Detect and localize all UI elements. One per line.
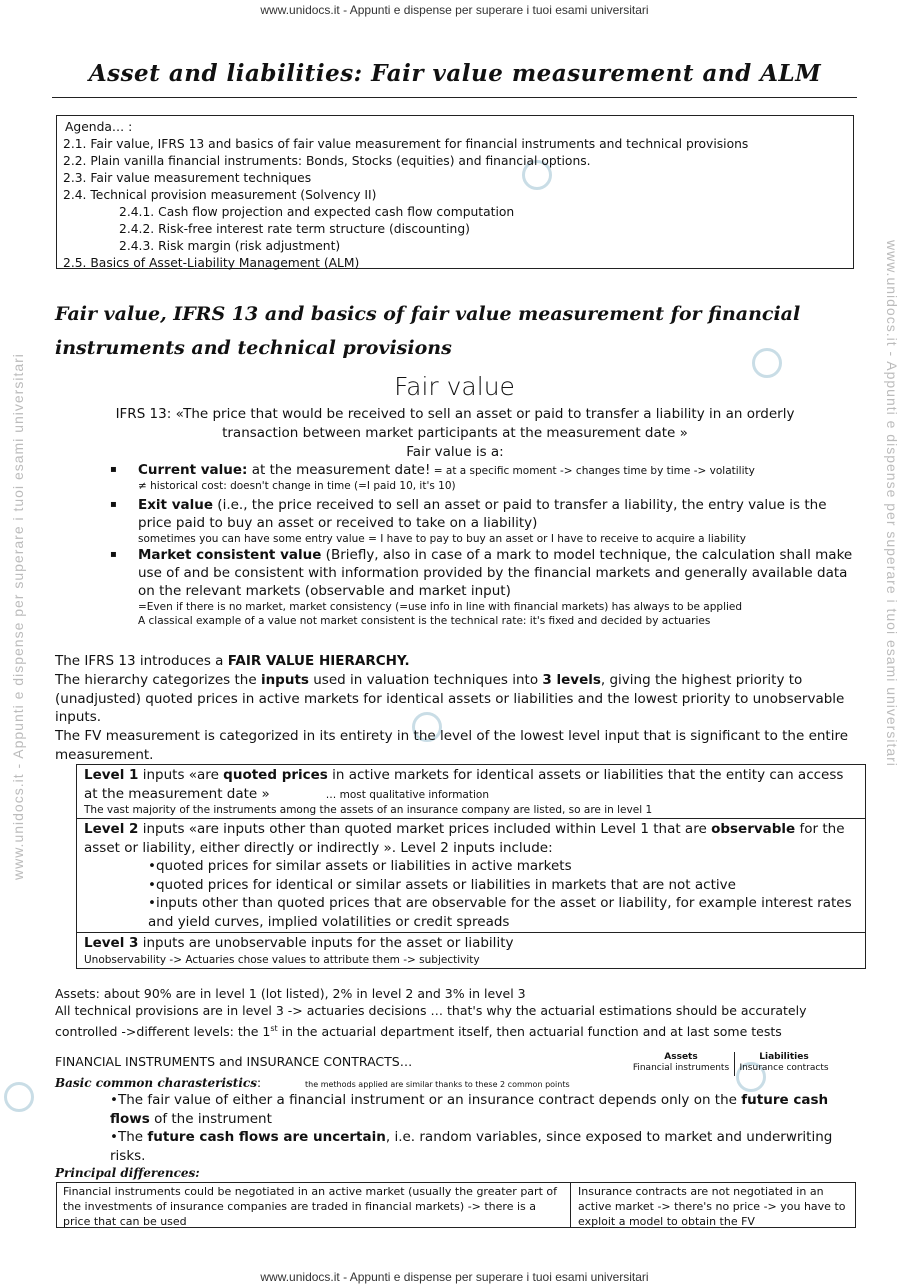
text: : (256, 1076, 262, 1090)
bullet-note: = at a specific moment -> changes time by time -> volatility (430, 465, 755, 477)
liabilities-head: Liabilities (759, 1052, 809, 1062)
bullet-text: at the measurement date! (247, 462, 431, 478)
assets-summary: Assets: about 90% are in level 1 (lot listed), 2% in level 2 and 3% in level 3 (55, 986, 526, 1001)
level-1-row (77, 765, 865, 819)
bold-text: future cash flows are uncertain (147, 1129, 386, 1145)
text: •The (110, 1129, 148, 1145)
agenda-item: 2.5. Basics of Asset-Liability Management (ALM) (63, 256, 360, 270)
differences-table (56, 1182, 856, 1228)
bullet-current-value (110, 461, 855, 493)
assets-liabilities-diagram (628, 1052, 833, 1076)
text: The IFRS 13 introduces a (55, 653, 228, 669)
definition-line: IFRS 13: «The price that would be received to sell an asset or paid to transfer a liability in an orderly (115, 406, 795, 422)
title-underline (52, 97, 857, 98)
common-note: the methods applied are similar thanks to these 2 common points (305, 1080, 570, 1089)
document-title: Asset and liabilities: Fair value measurement and ALM (88, 60, 822, 87)
insurance-contracts-cell: Insurance contracts are not negotiated in an active market -> there's no price -> you have to exploit a model to obtain the FV (578, 1185, 846, 1228)
fair-value-is-a: Fair value is a: (406, 444, 504, 460)
level-2-item: •quoted prices for identical or similar assets or liabilities in markets that are not active (148, 876, 736, 893)
liabilities-column (735, 1052, 833, 1074)
bullet-term: Exit value (138, 497, 214, 513)
bold-text: FAIR VALUE HIERARCHY. (227, 653, 410, 669)
agenda-subitem: 2.4.1. Cash flow projection and expected cash flow computation (119, 205, 515, 219)
bottom-banner[interactable]: www.unidocs.it - Appunti e dispense per superare i tuoi esami universitari (260, 1270, 649, 1284)
agenda-subitem: 2.4.2. Risk-free interest rate term structure (discounting) (119, 222, 470, 236)
section-heading-line: instruments and technical provisions (55, 337, 452, 359)
technical-provisions-summary (55, 1002, 855, 1040)
level-note: Unobservability -> Actuaries chose values to attribute them -> subjectivity (84, 953, 480, 966)
text: , giving the highest priority to (unadjusted) quoted prices in active markets for identical assets or liabilities and the lowest priority to unobservable inputs. (55, 672, 845, 725)
right-watermark-text: www.unidocs.it - Appunti e dispense per superare i tuoi esami universitari (884, 240, 900, 767)
text: used in valuation techniques into (308, 672, 543, 688)
text: inputs are unobservable inputs for the asset or liability (138, 935, 514, 951)
text: for the asset or liability, either directly or indirectly ». Level 2 inputs include: (84, 821, 845, 856)
principal-differences-label (55, 1164, 855, 1183)
agenda-item: 2.1. Fair value, IFRS 13 and basics of fair value measurement for financial instruments and technical provisions (63, 137, 749, 151)
hierarchy-paragraph: The FV measurement is categorized in its entirety in the level of the lowest level input that is significant to the entire measurement. (55, 728, 849, 763)
level-2-item: •inputs other than quoted prices that are observable for the asset or liability, for example interest rates and yield curves, implied volatilities or credit spreads (148, 895, 852, 930)
liabilities-sub: Insurance contracts (739, 1063, 829, 1073)
instruments-heading: FINANCIAL INSTRUMENTS and INSURANCE CONTRACTS… (55, 1054, 413, 1069)
left-watermark-text: www.unidocs.it - Appunti e dispense per superare i tuoi esami universitari (10, 353, 26, 880)
definition-line: transaction between market participants at the measurement date » (222, 425, 688, 441)
bullet-term: Market consistent value (138, 547, 322, 563)
section-heading-line: Fair value, IFRS 13 and basics of fair value measurement for financial (55, 303, 801, 325)
level-label: Level 2 (84, 821, 139, 837)
common-point-1 (110, 1091, 855, 1128)
section-heading (55, 297, 855, 365)
bullet-text: (i.e., the price received to sell an asset or paid to transfer a liability, the entry value is the price paid to buy an asset or received to take on a liability) (138, 497, 827, 531)
level-note: The vast majority of the instruments among the assets of an insurance company are listed, so are in level 1 (84, 804, 653, 816)
assets-sub: Financial instruments (632, 1063, 730, 1073)
agenda-heading: Agenda… : (65, 120, 133, 134)
level-2-item: •quoted prices for similar assets or liabilities in active markets (148, 858, 572, 874)
text: •The fair value of either a financial instrument or an insurance contract depends only on the (110, 1092, 742, 1108)
bold-text: inputs (260, 672, 309, 688)
text: inputs «are inputs other than quoted market prices included within Level 1 that are (138, 821, 712, 837)
bullet-text: (Briefly, also in case of a mark to model technique, the calculation shall make use of and be consistent with information provided by the financial markets and generally available data on the relevant markets (observable and market input) (138, 547, 853, 599)
unidocs-logo-icon (4, 1082, 34, 1112)
ifrs-definition (55, 405, 855, 462)
level-label: Level 1 (84, 767, 139, 783)
bold-text: 3 levels (542, 672, 601, 688)
text: in active markets for identical assets or liabilities that the entity can access at the measurement date » (84, 767, 844, 802)
agenda-box (56, 115, 854, 269)
bold-text: quoted prices (223, 767, 328, 783)
levels-table (76, 764, 866, 969)
bold-italic-label: Basic common charasteristics (55, 1076, 257, 1090)
level-2-row (77, 819, 865, 933)
top-banner[interactable]: www.unidocs.it - Appunti e dispense per superare i tuoi esami universitari (260, 3, 649, 17)
bullet-exit-value (110, 496, 855, 546)
level-3-row (77, 933, 865, 968)
bold-text: observable (711, 821, 796, 837)
text: of the instrument (149, 1110, 272, 1127)
agenda-item: 2.2. Plain vanilla financial instruments: Bonds, Stocks (equities) and financial options. (63, 154, 591, 168)
hierarchy-paragraph (55, 671, 855, 727)
assets-head: Assets (664, 1052, 698, 1062)
bullet-note: sometimes you can have some entry value = I have to pay to buy an asset or I have to receive to acquire a liability (138, 533, 746, 545)
text: , i.e. random variables, since exposed to market and underwriting risks. (110, 1129, 833, 1164)
bullet-market-consistent-value (110, 546, 855, 628)
fair-value-title: Fair value (394, 372, 515, 401)
bullet-term: Current value: (138, 462, 248, 478)
agenda-item: 2.4. Technical provision measurement (Solvency II) (63, 188, 377, 202)
superscript: st (270, 1023, 278, 1033)
bullet-note: =Even if there is no market, market consistency (=use info in line with financial markets) has always to be applied (138, 601, 743, 613)
bullet-note: ≠ historical cost: doesn't change in time (=I paid 10, it's 10) (138, 480, 456, 492)
level-note: … most qualitative information (325, 788, 489, 801)
agenda-subitem: 2.4.3. Risk margin (risk adjustment) (119, 239, 341, 253)
bold-italic-label: Principal differences: (55, 1166, 200, 1180)
hierarchy-intro (55, 652, 855, 671)
text: inputs «are (138, 767, 224, 783)
bullet-note: A classical example of a value not market consistent is the technical rate: it's fixed and decided by actuaries (138, 615, 711, 627)
assets-column (628, 1052, 734, 1074)
fair-value-bullets (110, 461, 855, 628)
financial-instruments-cell: Financial instruments could be negotiated in an active market (usually the greater part of the investments of insurance companies are traded in financial markets) -> there is a price that can be used (57, 1183, 571, 1227)
text: in the actuarial department itself, then actuarial function and at last some tests (277, 1023, 782, 1039)
level-label: Level 3 (84, 935, 139, 951)
agenda-item: 2.3. Fair value measurement techniques (63, 171, 312, 185)
text: All technical provisions are in level 3 -> actuaries decisions … that's why the actuarial estimations should be accurately controlled ->different levels: the 1 (55, 1003, 807, 1039)
bold-text: future cash flows (110, 1092, 829, 1127)
common-point-2 (110, 1128, 855, 1165)
text: The hierarchy categorizes the (55, 672, 261, 688)
